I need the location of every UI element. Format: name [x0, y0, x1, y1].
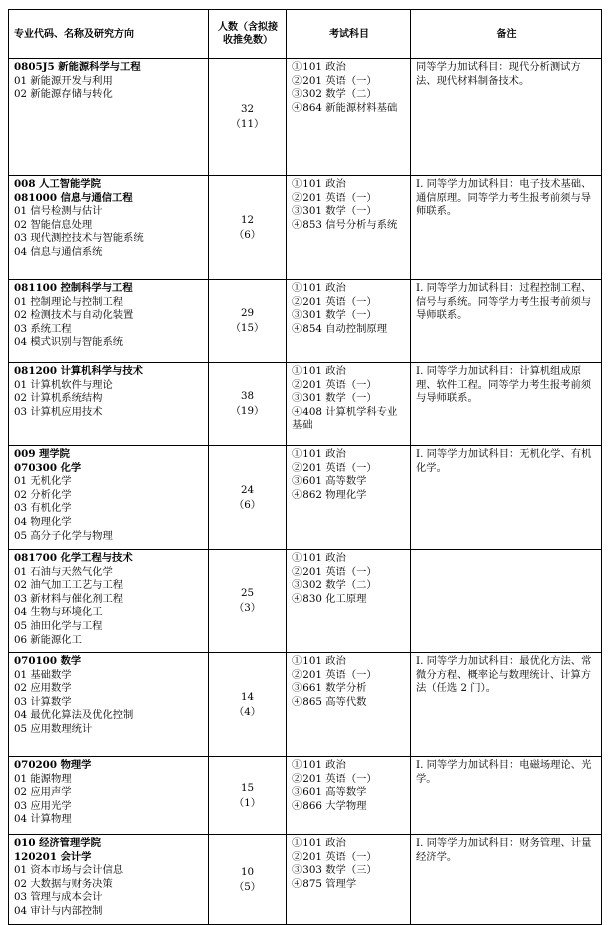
research-direction: 01 无机化学 [14, 475, 72, 488]
recommended-count: （15） [230, 322, 265, 334]
table-row [9, 363, 602, 446]
exam-subject: ②201 英语（一） [292, 295, 377, 308]
enrollment-count: 14 [240, 690, 255, 703]
research-direction: 04 最优化算法及优化控制 [14, 709, 134, 722]
recommended-count: （3） [233, 602, 262, 614]
exam-subject: ②201 英语（一） [292, 850, 377, 863]
table-row [9, 550, 602, 653]
major-cell [9, 363, 209, 446]
count-cell [209, 653, 287, 757]
exam-subject: ④866 大学物理 [292, 799, 367, 812]
major-title: 081200 计算机科学与技术 [14, 365, 143, 377]
research-direction: 01 新能源开发与利用 [14, 74, 113, 87]
exam-cell [287, 835, 411, 925]
count-cell [209, 176, 287, 280]
exam-cell [287, 757, 411, 835]
major-title: 081100 控制科学与工程 [14, 282, 133, 294]
enrollment-count: 12 [240, 213, 255, 226]
research-direction: 03 新材料与催化剂工程 [14, 592, 124, 605]
research-direction: 04 信息与通信系统 [14, 245, 103, 258]
count-cell [209, 446, 287, 550]
exam-subject: ②201 英语（一） [292, 378, 377, 391]
research-direction: 05 油田化学与工程 [14, 619, 103, 632]
note-cell: I. 同等学力加试科目：电磁场理论、光学。 [411, 757, 602, 835]
exam-cell [287, 363, 411, 446]
enrollment-count: 24 [240, 483, 255, 496]
note-cell [411, 550, 602, 653]
research-direction: 02 油气加工工艺与工程 [14, 579, 124, 592]
major-cell [9, 176, 209, 280]
header-note: 备注 [411, 10, 602, 59]
exam-subject: ①101 政治 [292, 365, 346, 377]
exam-subject: ③301 数学（一） [292, 205, 377, 218]
table-row [9, 653, 602, 757]
research-direction: 02 应用声学 [14, 786, 72, 799]
major-title: 010 经济管理学院 [14, 837, 101, 849]
research-direction: 02 智能信息处理 [14, 218, 93, 231]
research-direction: 03 计算数学 [14, 695, 72, 708]
recommended-count: （11） [230, 118, 265, 130]
exam-subject: ③661 数学分析 [292, 682, 367, 695]
major-title: 008 人工智能学院 [14, 178, 101, 190]
enrollment-count: 32 [240, 103, 255, 115]
note-cell: I. 同等学力加试科目：财务管理、计量经济学。 [411, 835, 602, 925]
exam-cell [287, 550, 411, 653]
major-cell [9, 835, 209, 925]
exam-subject: ①101 政治 [292, 178, 346, 190]
note-cell: I. 同等学力加试科目：计算机组成原理、软件工程。同等学力考生报考前须与导师联系。 [411, 363, 602, 446]
exam-subject: ④864 新能源材料基础 [292, 101, 398, 114]
research-direction: 01 基础数学 [14, 668, 72, 681]
exam-subject: ①101 政治 [292, 655, 346, 667]
exam-subject: ②201 英语（一） [292, 565, 377, 578]
exam-subject: ②201 英语（一） [292, 668, 377, 681]
major-title: 081700 化学工程与技术 [14, 552, 133, 564]
enrollment-count: 15 [240, 781, 255, 794]
exam-subject: ④865 高等代数 [292, 695, 367, 708]
exam-subject: ①101 政治 [292, 448, 346, 460]
exam-subject: ③303 数学（三） [292, 864, 377, 877]
major-cell [9, 446, 209, 550]
exam-cell [287, 176, 411, 280]
major-title: 070100 数学 [14, 655, 82, 667]
research-direction: 04 审计与内部控制 [14, 904, 103, 917]
research-direction: 01 石油与天然气化学 [14, 565, 113, 578]
count-cell [209, 59, 287, 176]
exam-subject: ①101 政治 [292, 61, 346, 73]
table-row [9, 176, 602, 280]
research-direction: 03 管理与成本会计 [14, 891, 103, 904]
exam-subject: ①101 政治 [292, 759, 346, 771]
exam-subject: ④830 化工原理 [292, 592, 367, 605]
note-cell: I. 同等学力加试科目：过程控制工程、信号与系统。同等学力考生报考前须与导师联系。 [411, 280, 602, 363]
note-cell: I. 同等学力加试科目：最优化方法、常微分方程、概率论与数理统计、计算方法（任选 2 门）。 [411, 653, 602, 757]
exam-subject: ④408 计算机学科专业基础 [292, 405, 398, 432]
major-cell [9, 550, 209, 653]
recommended-count: （6） [233, 498, 262, 511]
research-direction: 01 信号检测与估计 [14, 205, 103, 218]
header-count: 人数（含拟接收推免数） [209, 10, 287, 59]
enrollment-table [8, 9, 602, 925]
header-major: 专业代码、名称及研究方向 [9, 10, 209, 59]
major-title: 009 理学院 [14, 448, 70, 460]
major-title: 070200 物理学 [14, 759, 92, 771]
exam-subject: ④853 信号分析与系统 [292, 218, 398, 231]
research-direction: 02 大数据与财务决策 [14, 877, 113, 890]
note-cell: 同等学力加试科目：现代分析测试方法、现代材料制备技术。 [411, 59, 602, 176]
major-cell [9, 59, 209, 176]
exam-subject: ③302 数学（二） [292, 88, 377, 101]
enrollment-count: 10 [240, 865, 255, 878]
research-direction: 03 现代测控技术与智能系统 [14, 232, 144, 245]
research-direction: 04 模式识别与智能系统 [14, 336, 124, 349]
count-cell [209, 280, 287, 363]
major-title: 120201 会计学 [14, 850, 92, 863]
count-cell [209, 835, 287, 925]
recommended-count: （6） [233, 228, 262, 241]
exam-subject: ③302 数学（二） [292, 579, 377, 592]
major-title: 0805J5 新能源科学与工程 [14, 61, 141, 73]
research-direction: 02 计算机系统结构 [14, 392, 103, 405]
count-cell [209, 757, 287, 835]
exam-subject: ④862 物理化学 [292, 488, 367, 501]
exam-subject: ①101 政治 [292, 837, 346, 849]
exam-subject: ②201 英语（一） [292, 74, 377, 87]
header-row [9, 10, 602, 59]
exam-cell [287, 59, 411, 176]
research-direction: 02 新能源存储与转化 [14, 88, 113, 101]
exam-subject: ③601 高等数学 [292, 786, 367, 799]
header-exam: 考试科目 [287, 10, 411, 59]
research-direction: 02 检测技术与自动化装置 [14, 309, 134, 322]
recommended-count: （1） [233, 796, 262, 809]
exam-subject: ③301 数学（一） [292, 309, 377, 322]
exam-cell [287, 280, 411, 363]
recommended-count: （19） [230, 405, 265, 417]
enrollment-count: 29 [240, 307, 255, 319]
count-cell [209, 550, 287, 653]
research-direction: 01 资本市场与会计信息 [14, 864, 124, 877]
exam-subject: ②201 英语（一） [292, 461, 377, 474]
major-cell [9, 757, 209, 835]
major-cell [9, 653, 209, 757]
exam-subject: ②201 英语（一） [292, 772, 377, 785]
research-direction: 03 应用光学 [14, 799, 72, 812]
research-direction: 03 有机化学 [14, 502, 72, 515]
research-direction: 04 计算物理 [14, 813, 72, 826]
exam-subject: ③301 数学（一） [292, 392, 377, 405]
research-direction: 04 物理化学 [14, 515, 72, 528]
table-row [9, 835, 602, 925]
count-cell [209, 363, 287, 446]
recommended-count: （5） [233, 880, 262, 893]
table-row [9, 280, 602, 363]
table-row [9, 446, 602, 550]
major-title: 081000 信息与通信工程 [14, 191, 133, 204]
research-direction: 02 应用数学 [14, 682, 72, 695]
major-title: 070300 化学 [14, 461, 82, 474]
research-direction: 05 高分子化学与物理 [14, 529, 113, 542]
exam-subject: ②201 英语（一） [292, 191, 377, 204]
research-direction: 05 应用数理统计 [14, 722, 93, 735]
exam-subject: ①101 政治 [292, 552, 346, 564]
research-direction: 01 能源物理 [14, 772, 72, 785]
research-direction: 04 生物与环境化工 [14, 606, 103, 619]
table-body [9, 59, 602, 925]
exam-cell [287, 446, 411, 550]
table-row [9, 757, 602, 835]
exam-subject: ①101 政治 [292, 282, 346, 294]
research-direction: 06 新能源化工 [14, 633, 82, 646]
enrollment-count: 25 [240, 587, 255, 599]
exam-cell [287, 653, 411, 757]
research-direction: 03 计算机应用技术 [14, 405, 103, 418]
research-direction: 03 系统工程 [14, 322, 72, 335]
recommended-count: （4） [233, 705, 262, 718]
research-direction: 01 计算机软件与理论 [14, 378, 113, 391]
major-cell [9, 280, 209, 363]
research-direction: 02 分析化学 [14, 488, 72, 501]
exam-subject: ④875 管理学 [292, 877, 357, 890]
note-cell: I. 同等学力加试科目：无机化学、有机化学。 [411, 446, 602, 550]
table-row [9, 59, 602, 176]
enrollment-count: 38 [240, 390, 255, 402]
exam-subject: ③601 高等数学 [292, 475, 367, 488]
research-direction: 01 控制理论与控制工程 [14, 295, 124, 308]
exam-subject: ④854 自动控制原理 [292, 322, 388, 335]
note-cell: I. 同等学力加试科目：电子技术基础、通信原理。同等学力考生报考前须与导师联系。 [411, 176, 602, 280]
